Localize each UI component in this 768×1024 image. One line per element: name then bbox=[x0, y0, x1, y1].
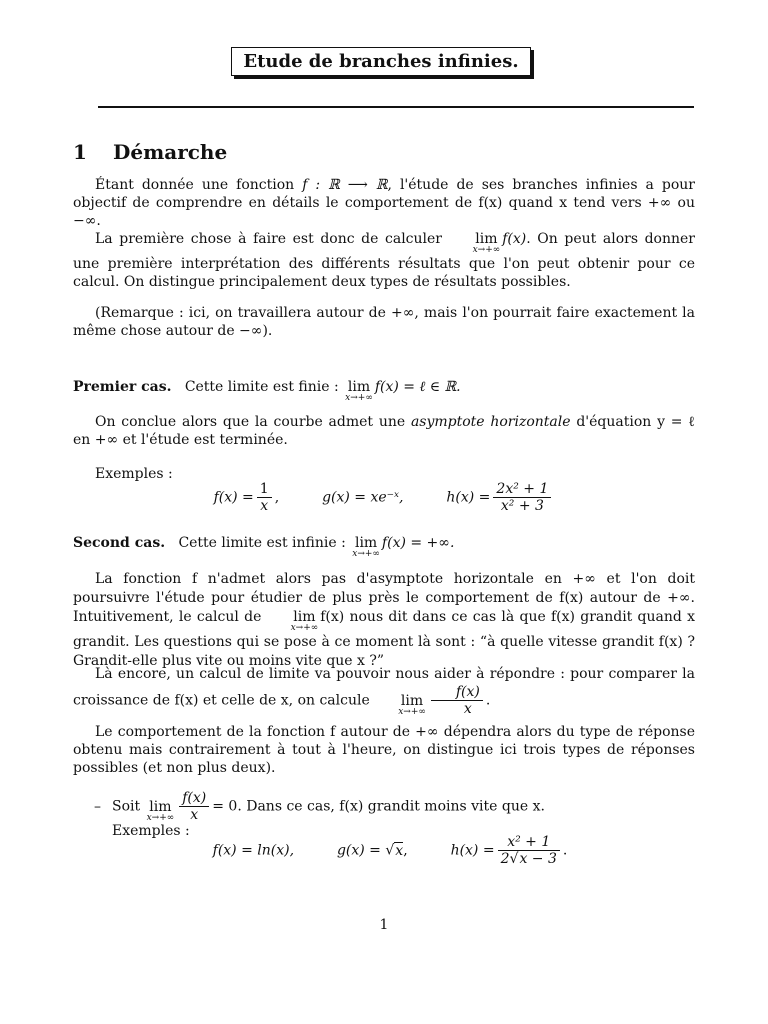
eq2-g-tail: , bbox=[403, 842, 408, 859]
p6-a: Là encore, un calcul de limite va pouvoir nous aider à répondre : pour comparer la croissance de f(x) et celle de x, on calcule bbox=[73, 666, 695, 709]
p4-before: On conclue alors que la courbe admet une bbox=[95, 414, 411, 430]
limit-operator: lim x→+∞ bbox=[345, 379, 373, 403]
p2-after: . On peut alors donner une première interprétation des différents résultats que l'on peut obtenir pour ce calcul. On distingue principalement deux types de résultats possibles. bbox=[73, 231, 695, 290]
item1-before: Soit bbox=[112, 798, 145, 815]
case-two-text: Cette limite est infinie : bbox=[178, 535, 351, 551]
item1-after: = 0. Dans ce cas, f(x) grandit moins vite que x. bbox=[212, 798, 545, 815]
paragraph-first-step bbox=[73, 230, 695, 291]
p5-a: La fonction f n'admet alors pas d'asymptote horizontale en +∞ et l'on doit poursuivre l'étude pour étudier de plus près le comportement de f(x) autour de +∞. Intuitivement, le calcul de bbox=[73, 571, 695, 625]
limit-operator: lim x→+∞ bbox=[472, 231, 501, 255]
case-two bbox=[73, 534, 695, 559]
limit-operator: lim x→+∞ bbox=[352, 535, 380, 559]
fraction: $\frac{\text{x² + 1}}{2√x - 3}$ bbox=[498, 834, 560, 867]
section-heading bbox=[73, 140, 227, 164]
p2-expr: f(x) bbox=[502, 231, 527, 247]
p1-after: , l'étude de ses branches infinies a pour objectif de comprendre en détails le comportement de f(x) quand x tend vers +∞ ou −∞. bbox=[73, 177, 695, 229]
page-number: 1 bbox=[379, 917, 389, 933]
examples-label-1: Exemples : bbox=[95, 466, 173, 482]
case-one bbox=[73, 378, 695, 403]
fraction: $\frac{\text{2x² + 1}}{\text{x² + 3}}$ bbox=[493, 481, 551, 514]
eq2-h-lhs: h(x) = bbox=[450, 842, 495, 859]
p2-before: La première chose à faire est donc de calculer bbox=[95, 231, 449, 247]
eq-f-tail: , bbox=[274, 489, 280, 506]
section-number: 1 bbox=[73, 140, 87, 164]
case-one-expr: f(x) = ℓ ∈ ℝ. bbox=[374, 379, 461, 395]
limit-operator: lim x→+∞ bbox=[398, 692, 426, 717]
paragraph-infinite-limit bbox=[73, 570, 695, 671]
p1-before: Étant donnée une fonction bbox=[95, 177, 303, 193]
case-one-label: Premier cas. bbox=[73, 379, 172, 395]
p5-b: f(x) nous dit dans ce cas là que f(x) grandit quand x grandit. Les questions qui se pose à ce moment là sont : “à quelle vitesse grandit f(x) ? Grandit-elle plus vite ou moins vite que x ?” bbox=[73, 609, 695, 669]
examples-label-2: Exemples : bbox=[112, 823, 190, 839]
paragraph-intro bbox=[73, 176, 695, 230]
eq2-g-lhs: g(x) = bbox=[336, 842, 381, 859]
eq-h-lhs: h(x) = bbox=[446, 489, 491, 506]
fraction: $\frac{1}{x}$ bbox=[257, 481, 272, 514]
paragraph-remark: (Remarque : ici, on travaillera autour de +∞, mais l'on pourrait faire exactement la même chose autour de −∞). bbox=[73, 305, 695, 339]
examples-equations-2: f(x) = ln(x), g(x) = √x, h(x) = $\frac{\text{x² + 1}}{2√x - 3}$ . bbox=[212, 834, 568, 867]
paragraph-growth-comparison bbox=[73, 664, 695, 717]
case-two-label: Second cas. bbox=[73, 535, 166, 551]
case-two-expr: f(x) = +∞. bbox=[381, 535, 455, 551]
eq2-h-tail: . bbox=[562, 842, 568, 859]
limit-operator: lim x→+∞ bbox=[290, 609, 319, 633]
list-dash: – bbox=[94, 798, 101, 815]
p6-tail: . bbox=[485, 692, 491, 709]
document-title: Etude de branches infinies. bbox=[231, 47, 531, 76]
list-item-slower bbox=[94, 790, 694, 823]
title-rule bbox=[98, 106, 694, 108]
eq2-f: f(x) = ln(x), bbox=[212, 842, 295, 859]
p4-after: d'équation y = ℓ en +∞ et l'étude est terminée. bbox=[73, 414, 695, 448]
sqrt-arg: x bbox=[395, 842, 404, 859]
p1-map: f : ℝ ⟶ ℝ bbox=[302, 177, 388, 193]
paragraph-horizontal-asymptote bbox=[73, 413, 695, 449]
eq-g: g(x) = xe⁻ˣ, bbox=[322, 489, 404, 506]
fraction: $\frac{f(x)}{x}$ bbox=[179, 790, 209, 823]
p4-emphasis: asymptote horizontale bbox=[410, 414, 571, 430]
section-label: Démarche bbox=[113, 140, 228, 164]
limit-operator: lim x→+∞ bbox=[146, 798, 175, 823]
paragraph-three-types: Le comportement de la fonction f autour de +∞ dépendra alors du type de réponse obtenu mais contrairement à tout à l'heure, on distingue ici trois types de réponses possibles (et non plus deux). bbox=[73, 724, 695, 776]
case-one-text: Cette limite est finie : bbox=[184, 379, 344, 395]
examples-equations-1 bbox=[73, 481, 695, 514]
eq-f-lhs: f(x) = bbox=[213, 489, 254, 506]
fraction: $\frac{f(x)}{x}$ bbox=[431, 684, 483, 717]
